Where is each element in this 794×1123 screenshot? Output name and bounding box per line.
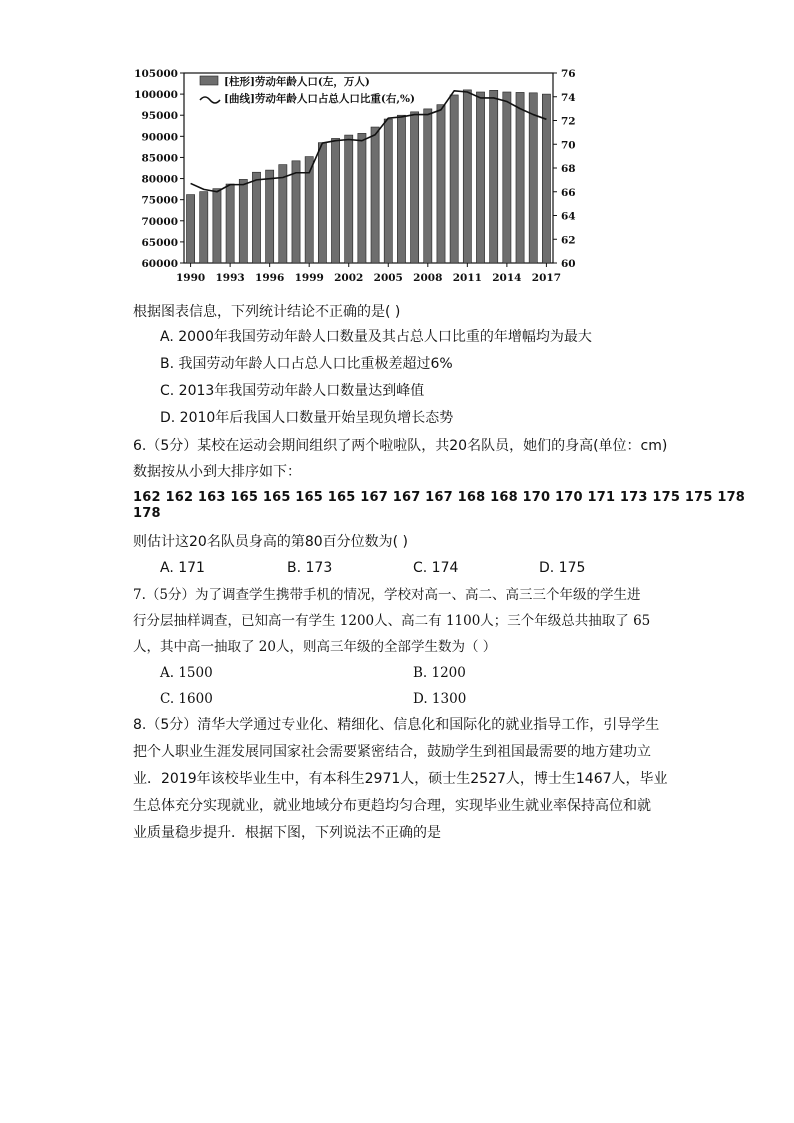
q6-option-c: C. 174 xyxy=(413,560,459,576)
bar-2013 xyxy=(490,90,498,263)
bar-2011 xyxy=(463,90,471,263)
q5-option-a: A. 2000年我国劳动年龄人口数量及其占总人口比重的年增幅均为最大 xyxy=(160,329,592,345)
right-tick-label-72: 72 xyxy=(561,115,576,128)
bar-1995 xyxy=(252,172,260,263)
left-tick-label-80000: 80000 xyxy=(141,173,178,186)
bar-1991 xyxy=(200,192,208,263)
left-tick-label-105000: 105000 xyxy=(134,68,178,80)
q5-stem: 根据图表信息，下列统计结论不正确的是( ) xyxy=(133,304,401,320)
bar-2000 xyxy=(318,143,326,263)
bar-2002 xyxy=(345,135,353,263)
right-tick-label-66: 66 xyxy=(561,186,576,199)
bar-1994 xyxy=(239,179,247,263)
bar-2017 xyxy=(542,94,550,263)
bar-2005 xyxy=(384,119,392,263)
bar-2008 xyxy=(424,109,432,263)
x-tick-label-2008: 2008 xyxy=(413,272,443,284)
right-tick-label-76: 76 xyxy=(561,68,576,80)
left-tick-label-100000: 100000 xyxy=(134,89,178,102)
bar-2001 xyxy=(331,138,339,263)
bar-2010 xyxy=(450,95,458,263)
left-tick-label-75000: 75000 xyxy=(141,194,178,207)
bar-2015 xyxy=(516,92,524,263)
x-tick-label-2017: 2017 xyxy=(531,272,562,284)
q7-option-c: C. 1600 xyxy=(160,691,213,707)
q5-option-c: C. 2013年我国劳动年龄人口数量达到峰值 xyxy=(160,383,425,399)
q6-stem-line1: 6.（5分）某校在运动会期间组织了两个啦啦队，共20名队员，她们的身高(单位：cm) xyxy=(133,438,668,454)
q6-data-line1: 162 162 163 165 165 165 165 167 167 167 168 168 170 170 171 173 175 175 178 xyxy=(133,490,746,505)
chart-svg xyxy=(128,60,598,290)
q5-option-b: B. 我国劳动年龄人口占总人口比重极差超过6% xyxy=(160,356,453,372)
right-tick-label-62: 62 xyxy=(561,234,576,247)
q8-stem-line2: 把个人职业生涯发展同国家社会需要紧密结合，鼓励学生到祖国最需要的地方建功立 xyxy=(133,744,651,760)
bar-1993 xyxy=(226,184,234,263)
bar-1998 xyxy=(292,161,300,263)
q6-option-b: B. 173 xyxy=(287,560,333,576)
right-tick-label-74: 74 xyxy=(561,91,576,104)
q7-option-b: B. 1200 xyxy=(413,665,466,681)
x-tick-label-2011: 2011 xyxy=(452,272,482,284)
q6-option-a: A. 171 xyxy=(160,560,205,576)
q8-stem-line3: 业．2019年该校毕业生中，有本科生2971人，硕士生2527人，博士生1467人，毕业 xyxy=(133,771,668,787)
q6-stem-line2: 数据按从小到大排序如下： xyxy=(133,464,301,480)
q6-option-d: D. 175 xyxy=(539,560,586,576)
q7-stem-line1: 7.（5分）为了调查学生携带手机的情况，学校对高一、高二、高三三个年级的学生进 xyxy=(133,587,641,603)
left-tick-label-60000: 60000 xyxy=(141,258,178,270)
bar-2003 xyxy=(358,133,366,263)
q8-stem-line4: 生总体充分实现就业，就业地域分布更趋均匀合理，实现毕业生就业率保持高位和就 xyxy=(133,798,651,814)
left-tick-label-95000: 95000 xyxy=(141,110,178,123)
bar-1990 xyxy=(187,195,195,263)
q7-stem-line3: 人，其中高一抽取了 20人，则高三年级的全部学生数为（ ） xyxy=(133,639,497,655)
bar-1992 xyxy=(213,189,221,263)
right-tick-label-70: 70 xyxy=(561,139,576,152)
bar-2004 xyxy=(371,127,379,263)
q5-option-d: D. 2010年后我国人口数量开始呈现负增长态势 xyxy=(160,410,454,426)
q6-data-line2: 178 xyxy=(133,506,161,521)
bar-1997 xyxy=(279,165,287,263)
q7-option-d: D. 1300 xyxy=(413,691,467,707)
x-tick-label-2014: 2014 xyxy=(492,272,522,284)
q8-stem-line1: 8.（5分）清华大学通过专业化、精细化、信息化和国际化的就业指导工作，引导学生 xyxy=(133,717,660,733)
x-tick-label-1996: 1996 xyxy=(255,272,285,284)
labor-population-chart xyxy=(128,60,598,290)
bar-2006 xyxy=(397,115,405,263)
right-tick-label-68: 68 xyxy=(561,163,576,175)
bar-2012 xyxy=(476,92,484,263)
left-tick-label-90000: 90000 xyxy=(141,131,178,144)
left-tick-label-70000: 70000 xyxy=(141,215,178,228)
legend-line-label: [曲线]劳动年龄人口占总人口比重(右,%) xyxy=(224,93,416,105)
left-tick-label-85000: 85000 xyxy=(141,152,178,165)
bar-2016 xyxy=(529,93,537,263)
q7-option-a: A. 1500 xyxy=(160,665,213,681)
x-tick-label-1993: 1993 xyxy=(215,272,245,284)
bar-2014 xyxy=(503,92,511,263)
q6-ask: 则估计这20名队员身高的第80百分位数为( ) xyxy=(133,534,409,550)
bar-1996 xyxy=(266,170,274,263)
left-tick-label-65000: 65000 xyxy=(141,236,178,249)
legend-line-swatch xyxy=(200,97,220,103)
q7-stem-line2: 行分层抽样调查，已知高一有学生 1200人、高二有 1100人；三个年级总共抽取了 65 xyxy=(133,613,651,629)
right-tick-label-60: 60 xyxy=(561,258,576,270)
x-tick-label-1990: 1990 xyxy=(175,272,206,284)
x-tick-label-1999: 1999 xyxy=(294,272,324,284)
q8-stem-line5: 业质量稳步提升．根据下图，下列说法不正确的是 xyxy=(133,825,441,841)
legend-bar-label: [柱形]劳动年龄人口(左，万人) xyxy=(224,76,370,88)
bar-2009 xyxy=(437,105,445,263)
x-tick-label-2002: 2002 xyxy=(334,272,364,284)
right-tick-label-64: 64 xyxy=(561,210,576,223)
x-tick-label-2005: 2005 xyxy=(373,272,403,284)
bar-2007 xyxy=(411,112,419,263)
legend-bar-swatch xyxy=(200,76,218,85)
